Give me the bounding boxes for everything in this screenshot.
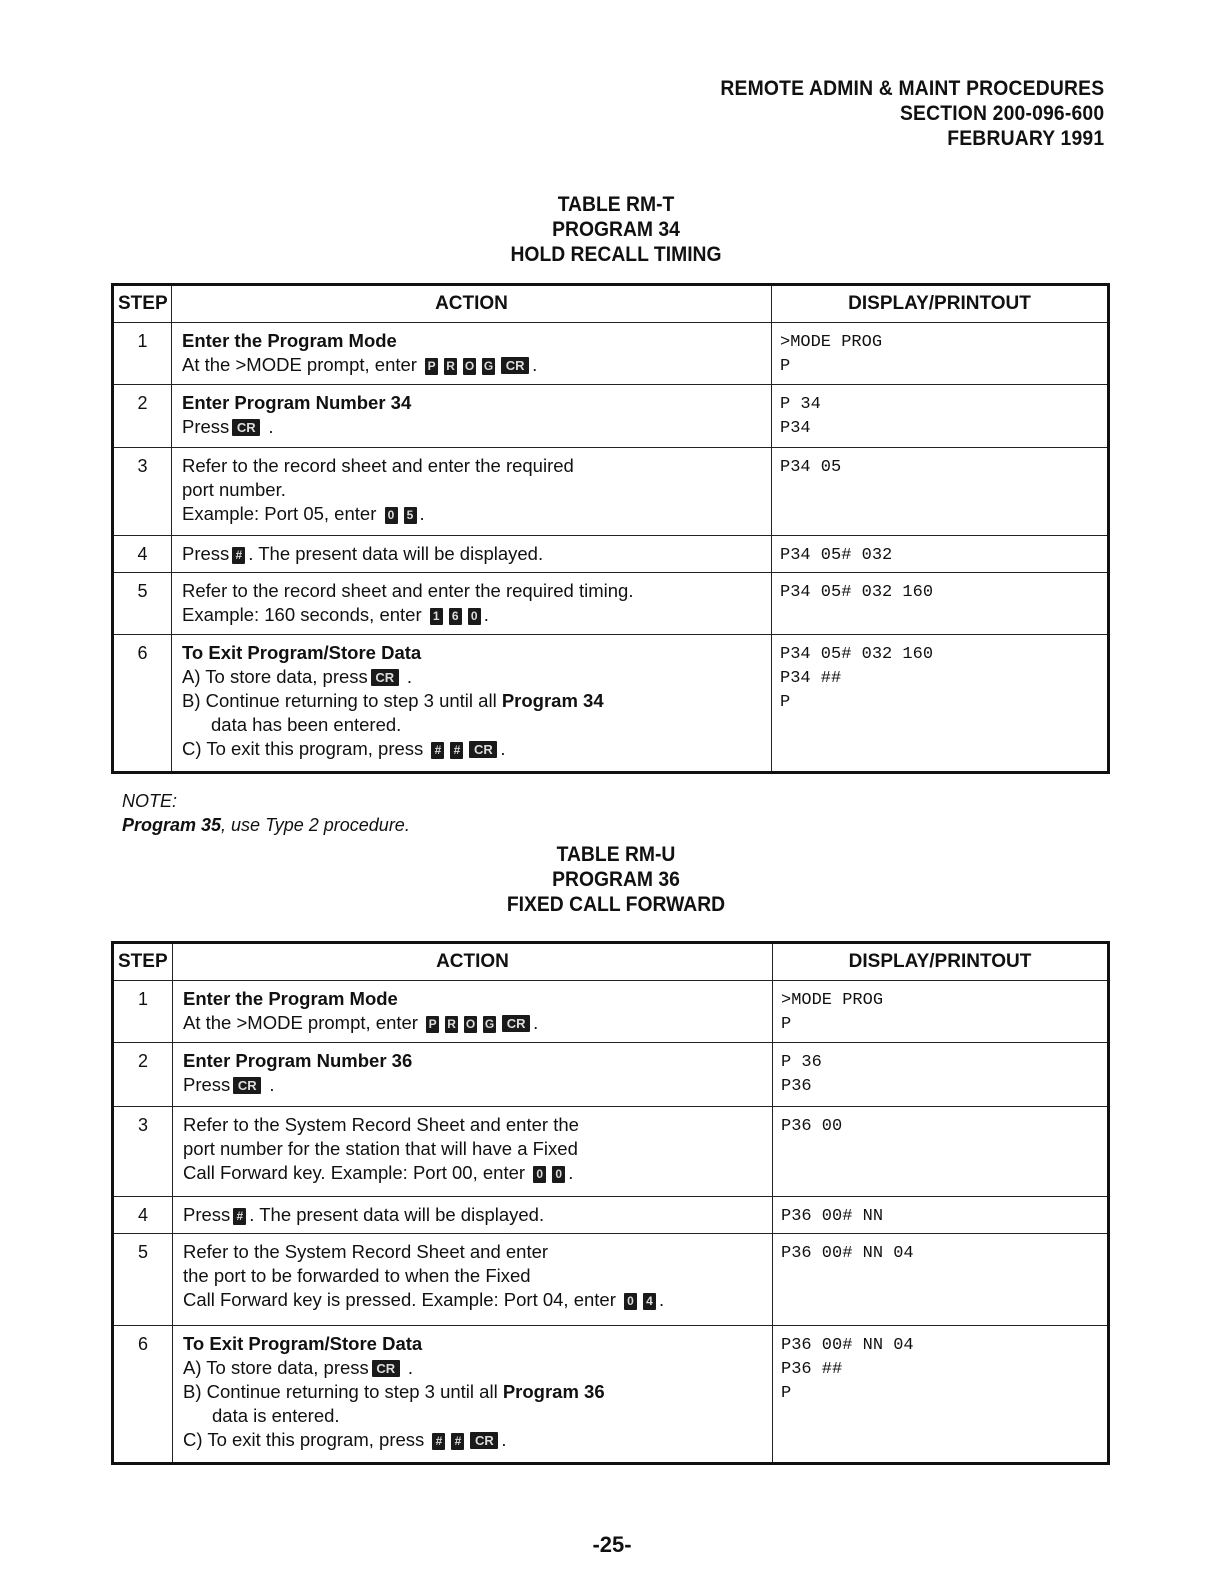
table1-title xyxy=(49,192,1182,267)
table1 xyxy=(111,283,1110,774)
action-text: Press CR . xyxy=(182,416,274,437)
key-hash-icon: # xyxy=(431,742,444,759)
action-line: the port to be forwarded to when the Fixed xyxy=(183,1265,531,1286)
action-line: Refer to the record sheet and enter the required timing. xyxy=(182,580,634,601)
display-line: P34 05 xyxy=(780,458,842,477)
action-text xyxy=(182,689,761,713)
table1-title-line1: TABLE RM-T xyxy=(557,193,675,216)
note-rest: , use Type 2 procedure. xyxy=(221,815,410,835)
table2-title-line1: TABLE RM-U xyxy=(556,843,676,866)
table2-header-row xyxy=(113,943,1109,981)
key-0-icon: 0 xyxy=(624,1293,637,1310)
action-title: Enter Program Number 36 xyxy=(183,1050,413,1071)
action-text: C) To exit this program, press # # CR . xyxy=(183,1429,507,1450)
display-line: P34 xyxy=(780,419,811,438)
action-line: port number for the station that will have a Fixed xyxy=(183,1138,578,1159)
action-text: At the >MODE prompt, enter P R O G CR . xyxy=(183,1012,539,1033)
step-number: 6 xyxy=(113,1326,173,1464)
key-5-icon: 5 xyxy=(404,507,417,524)
table-row xyxy=(113,385,1109,448)
header-line-3: FEBRUARY 1991 xyxy=(946,127,1104,150)
step-number: 4 xyxy=(113,536,172,573)
key-p-icon: P xyxy=(425,358,438,375)
display-line: P34 05# 032 160 xyxy=(780,583,934,602)
table2 xyxy=(111,941,1110,1465)
action-line: C) To exit this program, press xyxy=(182,738,424,759)
display-line: P xyxy=(780,357,791,376)
display-line: P36 xyxy=(781,1077,812,1096)
step-number: 2 xyxy=(113,1043,173,1107)
key-0-icon: 0 xyxy=(552,1166,565,1183)
step-number: 5 xyxy=(113,1234,173,1326)
table2-title xyxy=(49,842,1182,917)
action-text: Example: 160 seconds, enter 1 6 0 . xyxy=(182,604,489,625)
display-line: P xyxy=(781,1015,792,1034)
col-display: DISPLAY/PRINTOUT xyxy=(773,943,1109,981)
step-number: 1 xyxy=(113,981,173,1043)
action-line: Press xyxy=(182,543,230,564)
key-cr-icon: CR xyxy=(233,1077,261,1094)
key-cr-icon: CR xyxy=(232,419,260,436)
key-1-icon: 1 xyxy=(430,608,443,625)
action-line: B) Continue returning to step 3 until all xyxy=(183,1381,498,1402)
display-line: P36 00# NN xyxy=(781,1207,884,1226)
action-bold: Program 34 xyxy=(501,690,604,711)
action-line: At the >MODE prompt, enter xyxy=(182,354,417,375)
action-line: B) Continue returning to step 3 until all xyxy=(182,690,497,711)
action-bold: Program 36 xyxy=(502,1381,605,1402)
step-number: 4 xyxy=(113,1197,173,1234)
display-line: P34 05# 032 160 xyxy=(780,645,934,664)
action-text: A) To store data, press CR . xyxy=(182,666,413,687)
col-action: ACTION xyxy=(172,285,772,323)
key-g-icon: G xyxy=(484,1017,495,1031)
table1-title-line2: PROGRAM 34 xyxy=(552,218,680,241)
action-cell xyxy=(172,573,772,635)
display-cell xyxy=(772,573,1109,635)
display-line: P 34 xyxy=(780,395,821,414)
action-cell xyxy=(172,323,772,385)
key-cr-icon: CR xyxy=(372,1360,400,1377)
note xyxy=(122,789,410,837)
action-line: Press xyxy=(183,1204,231,1225)
key-hash-icon: # xyxy=(432,1433,445,1450)
display-line: P34 05# 032 xyxy=(780,546,893,565)
action-line: data has been entered. xyxy=(211,714,402,735)
action-text xyxy=(183,1380,762,1404)
key-cr-icon: CR xyxy=(470,1432,498,1449)
key-0-icon: 0 xyxy=(385,507,398,524)
display-cell xyxy=(773,1043,1109,1107)
page-header xyxy=(720,76,1104,151)
action-line: Refer to the System Record Sheet and enter the xyxy=(183,1114,579,1135)
action-text: Press CR . xyxy=(183,1074,275,1095)
action-cell xyxy=(172,385,772,448)
action-line: port number. xyxy=(182,479,286,500)
action-line: Press xyxy=(183,1074,231,1095)
display-line: P36 00# NN 04 xyxy=(781,1336,914,1355)
action-line: Example: 160 seconds, enter xyxy=(182,604,422,625)
key-cr-icon: CR xyxy=(502,1015,530,1032)
col-display: DISPLAY/PRINTOUT xyxy=(772,285,1109,323)
action-cell xyxy=(173,1326,773,1464)
header-line-1: REMOTE ADMIN & MAINT PROCEDURES xyxy=(720,77,1104,100)
table-row xyxy=(113,323,1109,385)
action-cell xyxy=(173,1197,773,1234)
table-row xyxy=(113,1326,1109,1464)
action-line: Refer to the System Record Sheet and enter xyxy=(183,1241,549,1262)
table-row xyxy=(113,1107,1109,1197)
action-text: C) To exit this program, press # # CR . xyxy=(182,738,506,759)
display-cell xyxy=(773,1197,1109,1234)
display-cell xyxy=(773,981,1109,1043)
action-line: Press xyxy=(182,416,230,437)
step-number: 2 xyxy=(113,385,172,448)
step-number: 3 xyxy=(113,1107,173,1197)
action-cell xyxy=(172,536,772,573)
table-row xyxy=(113,536,1109,573)
note-bold: Program 35 xyxy=(122,815,222,835)
key-r-icon: R xyxy=(445,1016,458,1033)
action-cell xyxy=(173,1107,773,1197)
action-title: To Exit Program/Store Data xyxy=(183,1333,423,1354)
display-cell xyxy=(773,1326,1109,1464)
action-line: Call Forward key is pressed. Example: Port 04, enter xyxy=(183,1289,616,1310)
display-line: P36 00# NN 04 xyxy=(781,1244,914,1263)
action-cell xyxy=(173,981,773,1043)
table-row xyxy=(113,1043,1109,1107)
table-row xyxy=(113,635,1109,773)
key-cr-icon: CR xyxy=(501,357,529,374)
table1-title-line3: HOLD RECALL TIMING xyxy=(510,243,722,266)
action-title: Enter the Program Mode xyxy=(182,330,397,351)
action-cell xyxy=(172,448,772,536)
key-g-icon: G xyxy=(483,359,494,373)
col-action: ACTION xyxy=(173,943,773,981)
table2-title-line2: PROGRAM 36 xyxy=(552,868,680,891)
action-text: Call Forward key. Example: Port 00, enter 0 0 . xyxy=(183,1162,574,1183)
page-number: -25- xyxy=(592,1532,632,1557)
display-cell xyxy=(772,385,1109,448)
action-line: Call Forward key. Example: Port 00, enter xyxy=(183,1162,526,1183)
action-line: data is entered. xyxy=(212,1405,340,1426)
action-cell xyxy=(172,635,772,773)
display-cell xyxy=(772,448,1109,536)
display-cell xyxy=(772,536,1109,573)
key-o-icon: O xyxy=(464,359,475,373)
key-p-icon: P xyxy=(426,1016,439,1033)
col-step: STEP xyxy=(113,943,173,981)
table-row xyxy=(113,981,1109,1043)
note-text xyxy=(122,813,410,837)
key-0-icon: 0 xyxy=(533,1166,546,1183)
step-number: 3 xyxy=(113,448,172,536)
action-title: To Exit Program/Store Data xyxy=(182,642,422,663)
action-line: A) To store data, press xyxy=(183,1357,369,1378)
step-number: 5 xyxy=(113,573,172,635)
key-cr-icon: CR xyxy=(371,669,399,686)
note-label: NOTE: xyxy=(122,791,178,811)
table-row xyxy=(113,448,1109,536)
action-cell xyxy=(173,1234,773,1326)
action-line: Example: Port 05, enter xyxy=(182,503,377,524)
display-cell xyxy=(773,1234,1109,1326)
key-hash-icon: # xyxy=(450,742,463,759)
key-0-icon: 0 xyxy=(468,608,481,625)
table-row xyxy=(113,1234,1109,1326)
action-text: A) To store data, press CR . xyxy=(183,1357,414,1378)
action-line: Refer to the record sheet and enter the required xyxy=(182,455,574,476)
action-line: . The present data will be displayed. xyxy=(249,1204,545,1225)
table-row xyxy=(113,1197,1109,1234)
key-hash-icon: # xyxy=(451,1433,464,1450)
display-cell xyxy=(772,323,1109,385)
action-line: . The present data will be displayed. xyxy=(248,543,544,564)
display-line: P36 ## xyxy=(781,1360,843,1379)
action-line: A) To store data, press xyxy=(182,666,368,687)
step-number: 1 xyxy=(113,323,172,385)
col-step: STEP xyxy=(113,285,172,323)
key-cr-icon: CR xyxy=(469,741,497,758)
display-line: >MODE PROG xyxy=(781,991,884,1010)
header-line-2: SECTION 200-096-600 xyxy=(899,102,1104,125)
action-cell xyxy=(173,1043,773,1107)
action-text: Call Forward key is pressed. Example: Port 04, enter 0 4 . xyxy=(183,1289,665,1310)
display-line: P34 ## xyxy=(780,669,842,688)
table1-header-row xyxy=(113,285,1109,323)
key-r-icon: R xyxy=(444,358,457,375)
display-cell xyxy=(772,635,1109,773)
key-hash-icon: # xyxy=(232,547,245,564)
display-line: P 36 xyxy=(781,1053,822,1072)
display-line: P36 00 xyxy=(781,1117,843,1136)
display-line: P xyxy=(780,693,791,712)
display-cell xyxy=(773,1107,1109,1197)
step-number: 6 xyxy=(113,635,172,773)
action-line: At the >MODE prompt, enter xyxy=(183,1012,418,1033)
key-4-icon: 4 xyxy=(643,1293,656,1310)
action-title: Enter the Program Mode xyxy=(183,988,398,1009)
table-row xyxy=(113,573,1109,635)
key-hash-icon: # xyxy=(233,1208,246,1225)
action-text: Example: Port 05, enter 0 5 . xyxy=(182,503,425,524)
display-line: >MODE PROG xyxy=(780,333,883,352)
action-title: Enter Program Number 34 xyxy=(182,392,412,413)
key-6-icon: 6 xyxy=(449,608,462,625)
action-text: At the >MODE prompt, enter P R O G CR . xyxy=(182,354,538,375)
action-line: C) To exit this program, press xyxy=(183,1429,425,1450)
table2-title-line3: FIXED CALL FORWARD xyxy=(506,893,726,916)
display-line: P xyxy=(781,1384,792,1403)
key-o-icon: O xyxy=(465,1017,476,1031)
